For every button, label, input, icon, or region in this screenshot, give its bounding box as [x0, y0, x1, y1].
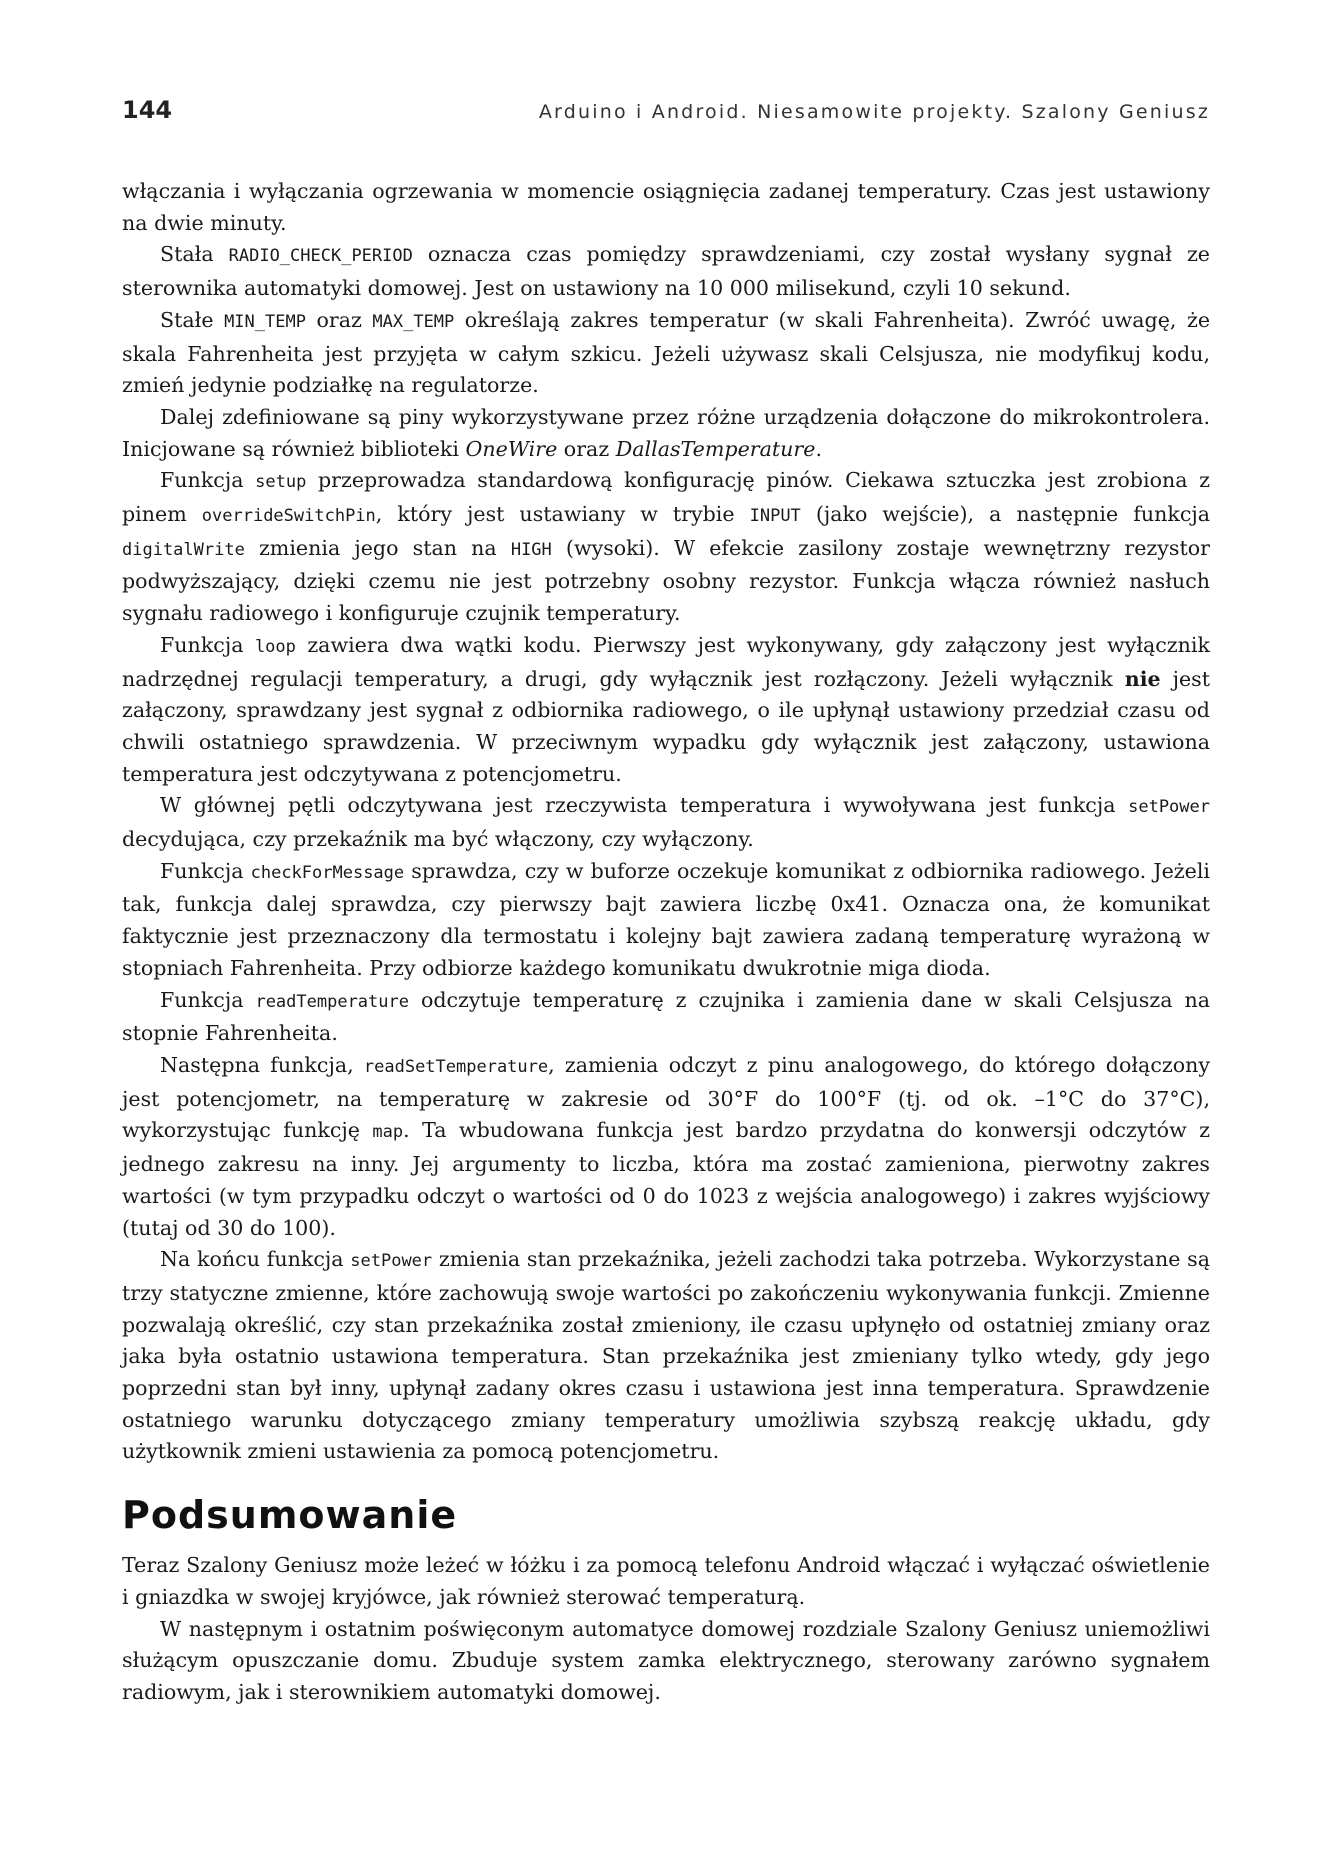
code-inline: MIN_TEMP	[224, 311, 306, 332]
paragraph: Funkcja readTemperature odczytuje temperaturę z czujnika i zamienia dane w skali Celsjusza na stopnie Fahrenheita.	[122, 987, 1210, 1046]
paragraph: Dalej zdefiniowane są piny wykorzystywane przez różne urządzenia dołączone do mikrokontrolera. Inicjowane są również biblioteki OneWire oraz DallasTemperature.	[122, 404, 1210, 461]
section-title: Podsumowanie	[122, 1493, 458, 1538]
code-inline: map	[372, 1122, 404, 1143]
page-header	[122, 96, 1210, 140]
code-inline: setPower	[1128, 797, 1210, 818]
paragraph: Funkcja checkForMessage sprawdza, czy w buforze oczekuje komunikat z odbiornika radiowego. Jeżeli tak, funkcja dalej sprawdza, czy pierwszy bajt zawiera liczbę 0x41. Oznacza ona, że komunikat faktycznie jest przeznaczony dla termostatu i kolejny bajt zawiera zadaną temperaturę wyrażoną w stopniach Fahrenheita. Przy odbiorze każdego komunikatu dwukrotnie miga dioda.	[122, 858, 1210, 980]
library-name: OneWire	[465, 436, 558, 461]
paragraph: Funkcja setup przeprowadza standardową konfigurację pinów. Ciekawa sztuczka jest zrobiona z pinem overrideSwitchPin, który jest ustawiany w trybie INPUT (jako wejście), a następnie funkcja digitalWrite zmienia jego stan na HIGH (wysoki). W efekcie zasilony zostaje wewnętrzny rezystor podwyższający, dzięki czemu nie jest potrzebny osobny rezystor. Funkcja włącza również nasłuch sygnału radiowego i konfiguruje czujnik temperatury.	[122, 468, 1211, 626]
body-text	[122, 176, 1210, 1709]
paragraph: Funkcja loop zawiera dwa wątki kodu. Pierwszy jest wykonywany, gdy załączony jest wyłącznik nadrzędnej regulacji temperatury, a drugi, gdy wyłącznik jest rozłączony. Jeżeli wyłącznik nie jest załączony, sprawdzany jest sygnał z odbiornika radiowego, o ile upłynął ustawiony przedział czasu od chwili ostatniego sprawdzenia. W przeciwnym wypadku gdy wyłącznik jest załączony, ustawiona temperatura jest odczytywana z potencjometru.	[122, 632, 1211, 786]
emphasis-bold: nie	[1124, 666, 1161, 691]
library-name: DallasTemperature	[615, 436, 816, 461]
code-inline: checkForMessage	[250, 862, 405, 883]
code-inline: RADIO_CHECK_PERIOD	[228, 246, 413, 267]
paragraph: Teraz Szalony Geniusz może leżeć w łóżku i za pomocą telefonu Android włączać i wyłączać oświetlenie i gniazdka w swojej kryjówce, jak również sterować temperaturą.	[122, 1553, 1210, 1609]
paragraph: Na końcu funkcja setPower zmienia stan przekaźnika, jeżeli zachodzi taka potrzeba. Wykorzystane są trzy statyczne zmienne, które zachowują swoje wartości po zakończeniu wykonywania funkcji. Zmienne pozwalają określić, czy stan przekaźnika został zmieniony, ile czasu upłynęło od ostatniej zmiany oraz jaka była ostatnio ustawiona temperatura. Stan przekaźnika jest zmieniany tylko wtedy, gdy jego poprzedni stan był inny, upłynął zadany okres czasu i ustawiona jest inna temperatura. Sprawdzenie ostatniego warunku dotyczącego zmiany temperatury umożliwia szybszą reakcję układu, gdy użytkownik zmieni ustawienia za pomocą potencjometru.	[122, 1247, 1210, 1464]
paragraph: włączania i wyłączania ogrzewania w momencie osiągnięcia zadanej temperatury. Czas jest ustawiony na dwie minuty.	[122, 179, 1210, 235]
code-inline: digitalWrite	[122, 539, 245, 560]
code-inline: overrideSwitchPin	[201, 506, 376, 527]
code-inline: readTemperature	[255, 991, 409, 1012]
code-inline: loop	[254, 636, 296, 657]
page-number: 144	[122, 96, 173, 124]
paragraph: W głównej pętli odczytywana jest rzeczywista temperatura i wywoływana jest funkcja setPower decydująca, czy przekaźnik ma być włączony, czy wyłączony.	[122, 793, 1210, 852]
code-inline: HIGH	[510, 539, 552, 560]
book-page	[122, 96, 1210, 1709]
code-inline: setPower	[350, 1251, 433, 1272]
code-inline: INPUT	[749, 506, 801, 527]
code-inline: MAX_TEMP	[372, 311, 455, 332]
paragraph: Stałe MIN_TEMP oraz MAX_TEMP określają zakres temperatur (w skali Fahrenheita). Zwróć uwagę, że skala Fahrenheita jest przyjęta w całym szkicu. Jeżeli używasz skali Celsjusza, nie modyfikuj kodu, zmień jedynie podziałkę na regulatorze.	[122, 307, 1211, 398]
code-inline: setup	[255, 472, 307, 493]
paragraph: Następna funkcja, readSetTemperature, zamienia odczyt z pinu analogowego, do którego dołączony jest potencjometr, na temperaturę w zakresie od 30°F do 100°F (tj. od ok. –1°C do 37°C), wykorzystując funkcję map. Ta wbudowana funkcja jest bardzo przydatna do konwersji odczytów z jednego zakresu na inny. Jej argumenty to liczba, która ma zostać zamieniona, pierwotny zakres wartości (w tym przypadku odczyt o wartości od 0 do 1023 z wejścia analogowego) i zakres wyjściowy (tutaj od 30 do 100).	[122, 1052, 1210, 1240]
running-head: Arduino i Android. Niesamowite projekty. Szalony Geniusz	[538, 101, 1210, 123]
paragraph: W następnym i ostatnim poświęconym automatyce domowej rozdziale Szalony Geniusz uniemożliwi służącym opuszczanie domu. Zbuduje system zamka elektrycznego, sterowany zarówno sygnałem radiowym, jak i sterownikiem automatyki domowej.	[122, 1616, 1210, 1704]
code-inline: readSetTemperature	[363, 1056, 549, 1077]
paragraph: Stała RADIO_CHECK_PERIOD oznacza czas pomiędzy sprawdzeniami, czy został wysłany sygnał ze sterownika automatyki domowej. Jest on ustawiony na 10 000 milisekund, czyli 10 sekund.	[122, 242, 1210, 301]
